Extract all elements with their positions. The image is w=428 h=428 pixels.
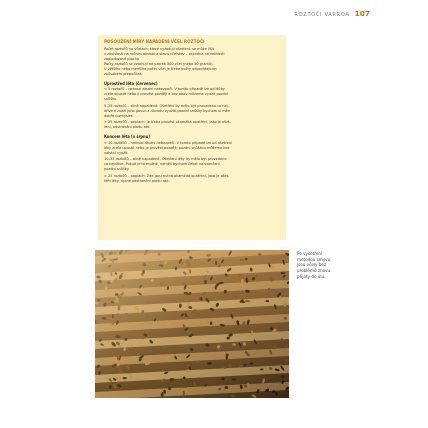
section-item: > 25 roztočů – poplach: Zde jsou nutná okamžitá opatření, jako je ošet- ření léky, úplné odstranění plodu atd. [104,172,230,183]
bee-frames-illustration [95,250,289,398]
light-overlay [95,250,289,398]
section-heading: Koncem léta (v srpnu) [104,134,150,140]
box-title: POSOUZENÍ MÍRY NAPADENÍ VČEL ROZTOČI [104,40,205,45]
section-item: < 10 roztočů – nehrozí akutní nebezpečí: V tomto případě lze od ošetření léky zcela upustit nebo je provést později; pozdní snůškou můžeme bez váhání využít. [104,139,232,155]
running-title: ROZTOČI VARROA [294,12,350,18]
section-item: 5–25 roztočů – silně napadené: Ošetření by mělo být provedeno co nej- dříve a zváží jeho posun z důvodu využití pozdní snůšky bychom si měli dobře rozmyslet. [104,102,230,118]
bee-frames-photo [95,250,289,398]
running-head [294,9,370,18]
info-box [98,35,286,240]
box-intro-paragraph: Počty roztočů se vztahují na vzorek 300 včel (nebo 50 gramů). U většího nebo menšího počtu včel je třeba počty odpovídajícím způsobem přepočítat. [104,61,217,76]
section-item: < 5 roztočů – nehrozí akutní nebezpečí: V tomto případě lze od léčby zcela upustit nebo ji provést později a bez obav můžeme využít pozdní snůšku. [104,86,229,102]
photo-caption: Po vyšetření metodou smyvu jsou včely bez problémů znovu přijaty do úlu. [297,251,331,279]
section-item: > 25 roztočů – poplach: Je třeba provést okamžitá opatření, jako je ošet- ření, odstranění plodu atd. [104,119,231,130]
section-item: 10–25 roztočů – silně napadené: Ošetření léky by mělo být provedeno co nejdříve. Pokud je to možné, neměli bychom čekat na skončení pozdní snůšky. [104,156,227,172]
section-heading: Uprostřed léta (červenec) [104,81,158,86]
box-intro-paragraph: Počet roztočů na včelách, které vyžadují ošetření, se může lišit v závislosti na ročním období a stavu včelstev – zejména na velikosti zaplodované plochy. [104,46,225,61]
page-number: 107 [354,9,370,18]
